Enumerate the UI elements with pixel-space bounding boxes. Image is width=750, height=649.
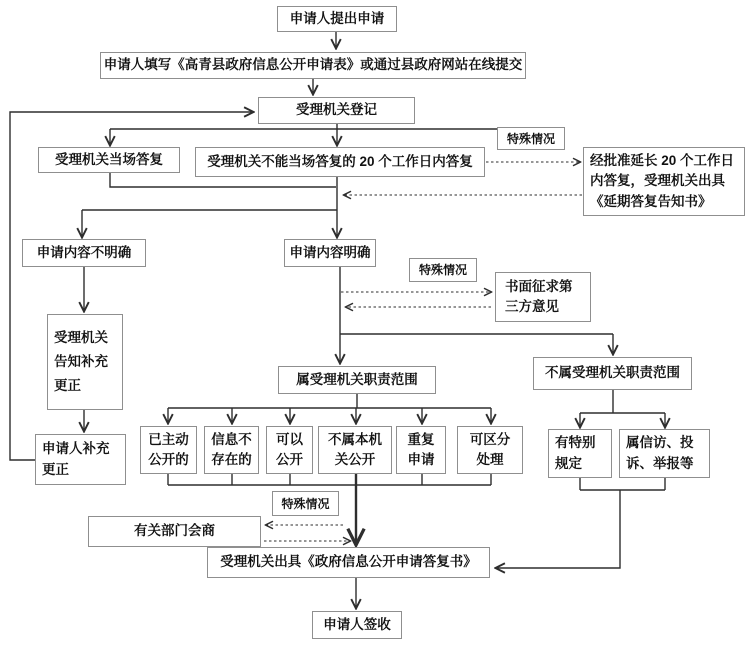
node-applicant-sign-receipt: 申请人签收 <box>312 611 402 639</box>
node-content-clear: 申请内容明确 <box>284 239 376 267</box>
node-petition-complaint: 属信访、投诉、举报等 <box>619 429 710 478</box>
node-issue-reply-document: 受理机关出具《政府信息公开申请答复书》 <box>207 547 490 578</box>
node-extend-20-days: 经批准延长 20 个工作日内答复，受理机关出具《延期答复告知书》 <box>583 147 745 216</box>
node-info-not-exist: 信息不存在的 <box>204 426 259 474</box>
node-can-disclose: 可以公开 <box>266 426 313 474</box>
node-outside-authority-scope: 不属受理机关职责范围 <box>533 357 692 390</box>
node-within-authority-scope: 属受理机关职责范围 <box>278 366 436 394</box>
node-department-consultation: 有关部门会商 <box>88 516 261 547</box>
node-special-provisions: 有特别规定 <box>548 429 612 478</box>
node-repeat-application: 重复申请 <box>396 426 446 474</box>
node-applicant-submit: 申请人提出申请 <box>277 6 397 32</box>
node-reply-within-20-days: 受理机关不能当场答复的 20 个工作日内答复 <box>195 147 485 177</box>
node-separable-handling: 可区分处理 <box>457 426 523 474</box>
special-case-label-middle: 特殊情况 <box>409 258 477 282</box>
node-already-disclosed: 已主动公开的 <box>140 426 197 474</box>
node-accepting-authority-register: 受理机关登记 <box>258 97 415 124</box>
dashed-connectors <box>264 162 582 541</box>
node-fill-application-form: 申请人填写《高青县政府信息公开申请表》或通过县政府网站在线提交 <box>100 52 526 79</box>
node-written-third-party-opinion: 书面征求第三方意见 <box>495 272 591 322</box>
special-case-label-bottom: 特殊情况 <box>272 491 339 516</box>
node-applicant-supplement-correction: 申请人补充更正 <box>35 434 126 485</box>
node-content-unclear: 申请内容不明确 <box>22 239 146 267</box>
node-not-this-authority: 不属本机关公开 <box>318 426 392 474</box>
node-notify-supplement-correction: 受理机关告知补充更正 <box>47 314 123 410</box>
node-onsite-reply: 受理机关当场答复 <box>38 147 180 173</box>
special-case-label-top: 特殊情况 <box>497 127 565 150</box>
